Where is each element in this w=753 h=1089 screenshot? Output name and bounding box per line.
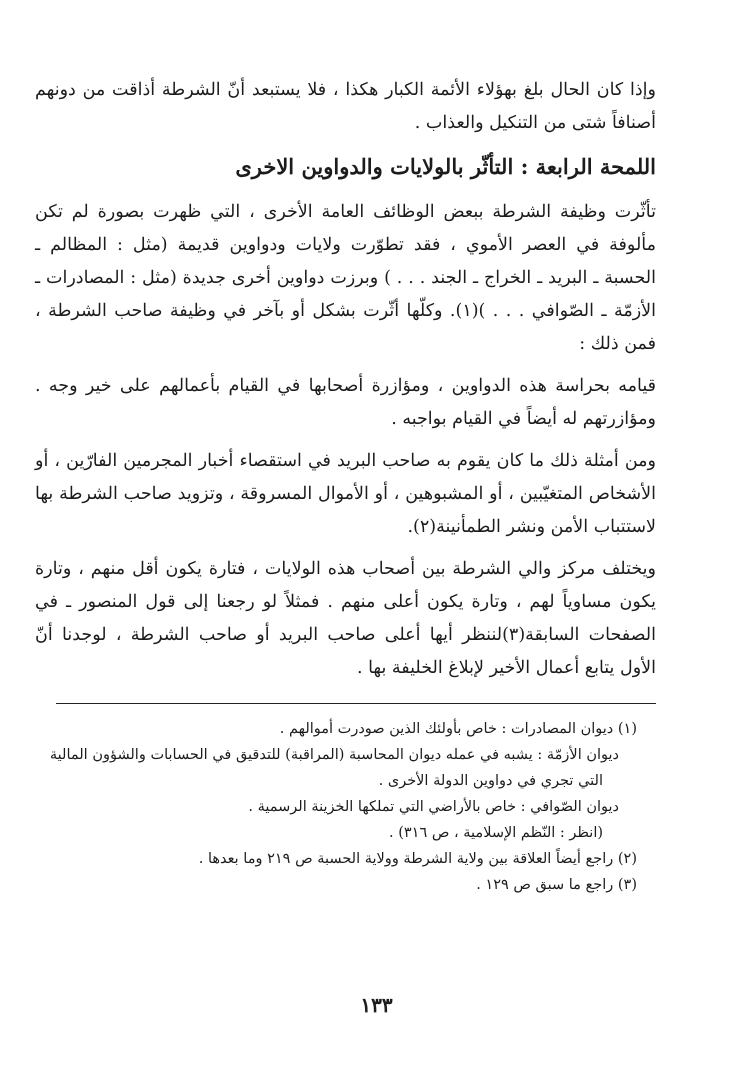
section-heading: اللمحة الرابعة : التأثّر بالولايات والدواوين الاخرى [235,154,656,179]
main-text [35,74,656,685]
footnote-line: (٢) راجع أيضاً العلاقة بين ولاية الشرطة وولاية الحسبة ص ٢١٩ وما بعدها . [198,851,637,867]
paragraph: ومن أمثلة ذلك ما كان يقوم به صاحب البريد في استقصاء أخبار المجرمين الفارّين ، أو الأشخاص المتغيّبين ، أو المشبوهين ، أو الأموال المسروقة ، وتزويد صاحب الشرطة بها لاستتباب الأمن ونشر الطمأنينة(٢). [35,451,656,537]
footnote-line: التي تجري في دواوين الدولة الأخرى . [378,773,603,789]
footnote-line: (١) ديوان المصادرات : خاص بأولئك الذين صودرت أموالهم . [279,721,637,737]
footnote-divider-wrap [0,703,753,704]
footnote-line: ديوان الصّوافي : خاص بالأراضي التي تملكها الخزينة الرسمية . [248,799,619,815]
footnote-divider [56,703,656,704]
footnote-line: (انظر : النّظم الإسلامية ، ص ٣١٦) . [388,825,603,841]
page-number: ١٣٣ [360,993,393,1017]
paragraph: ويختلف مركز والي الشرطة بين أصحاب هذه الولايات ، فتارة يكون أقل منهم ، وتارة يكون مساوياً لهم ، وتارة يكون أعلى منهم . فمثلاً لو رجعنا إلى قول المنصور ـ في الصفحات السابقة(٣)لننظر أيها أعلى صاحب البريد أو صاحب الشرطة ، لوجدنا أنّ الأول يتابع أعمال الأخير لإبلاغ الخليفة بها . [35,559,656,678]
paragraph: تأثّرت وظيفة الشرطة ببعض الوظائف العامة الأخرى ، التي ظهرت بصورة لم تكن مألوفة في العصر الأموي ، فقد تطوّرت ولايات ودواوين قديمة (مثل : المظالم ـ الحسبة ـ البريد ـ الخراج ـ الجند . . . ) وبرزت دواوين أخرى جديدة (مثل : المصادرات ـ الأزمّة ـ الصّوافي . . . )(١). وكلّها أثّرت بشكل أو بآخر في وظيفة صاحب الشرطة ، فمن ذلك : [35,202,656,354]
paragraph: قيامه بحراسة هذه الدواوين ، ومؤازرة أصحابها في القيام بأعمالهم على خير وجه . ومؤازرتهم له أيضاً في القيام بواجبه . [35,376,656,429]
footnote-line: ديوان الأزمّة : يشبه في عمله ديوان المحاسبة (المراقبة) للتدقيق في الحسابات والشؤون المالية [49,747,619,763]
footnote-line: (٣) راجع ما سبق ص ١٢٩ . [476,877,637,893]
footnotes [37,716,637,898]
paragraph: وإذا كان الحال بلغ بهؤلاء الأئمة الكبار هكذا ، فلا يستبعد أنّ الشرطة أذاقت من دونهم أصنافاً شتى من التنكيل والعذاب . [35,80,656,133]
